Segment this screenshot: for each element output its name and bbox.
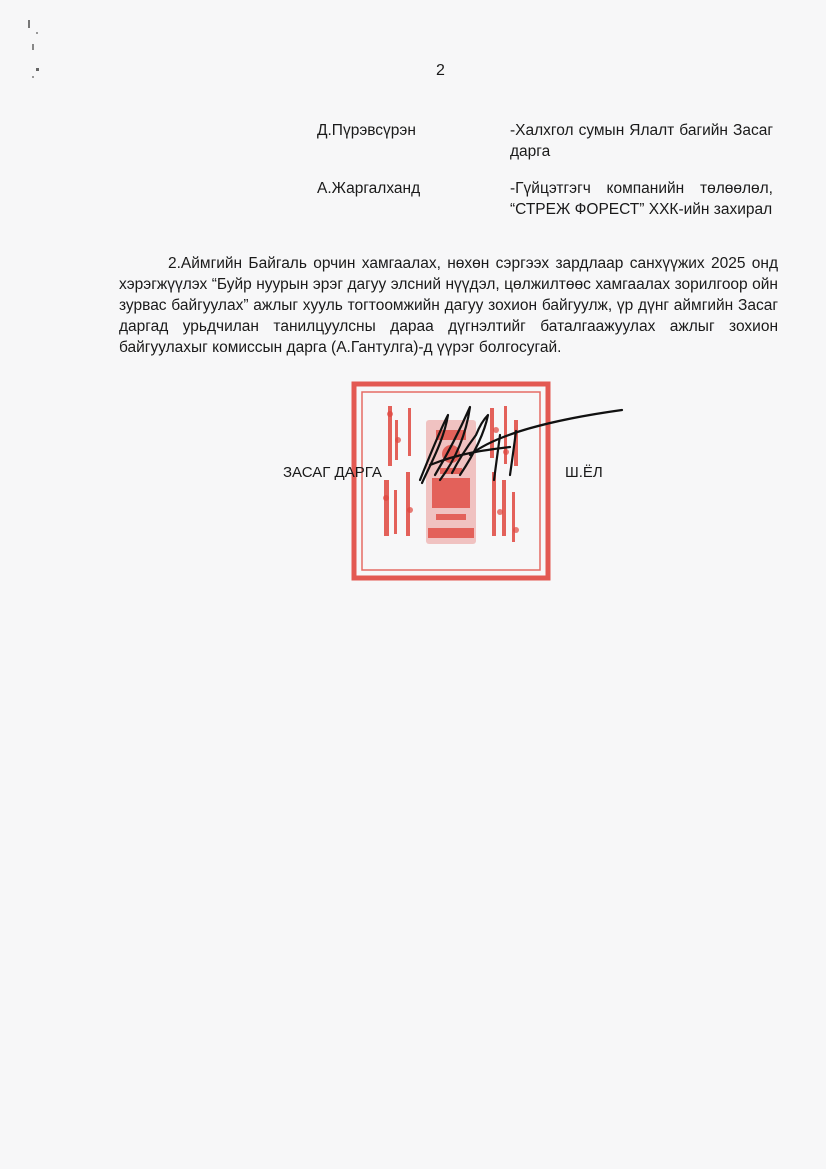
commission-member-row (317, 178, 777, 244)
member-role: -Халхгол сумын Ялалт багийн Засаг дарга (510, 122, 773, 160)
page-number: 2 (436, 62, 445, 79)
member-name: Д.Пүрэвсүрэн (317, 122, 416, 139)
member-name: А.Жаргалханд (317, 180, 421, 197)
member-role: -Гүйцэтгэгч компанийн төлөөлөл, “СТРЕЖ ФОРЕСТ” ХХК-ийн захирал (510, 180, 773, 218)
resolution-paragraph: 2.Аймгийн Байгаль орчин хамгаалах, нөхөн сэргээх зардлаар санхүүжих 2025 онд хэрэгжүүлэх “Буйр нуурын эрэг дагуу элсний нүүдэл, цөлжилтөөс хамгаалах зорилгоор ойн зурвас байгуулах” ажлыг хууль тогтоомжийн дагуу зохион байгуулж, үр дүнг аймгийн Засаг даргад урьдчилан танилцуулсны дараа дүгнэлтийг баталгаажуулах ажлыг зохион байгуулахыг комиссын дарга (А.Гантулга)-д үүрэг болгосугай. (119, 255, 778, 356)
commission-member-row (317, 120, 777, 164)
signatory-name: Ш.ЁЛ (565, 464, 603, 481)
signatory-title: ЗАСАГ ДАРГА (283, 464, 382, 481)
scan-artifact-marks (20, 18, 50, 88)
handwritten-signature (400, 395, 630, 495)
